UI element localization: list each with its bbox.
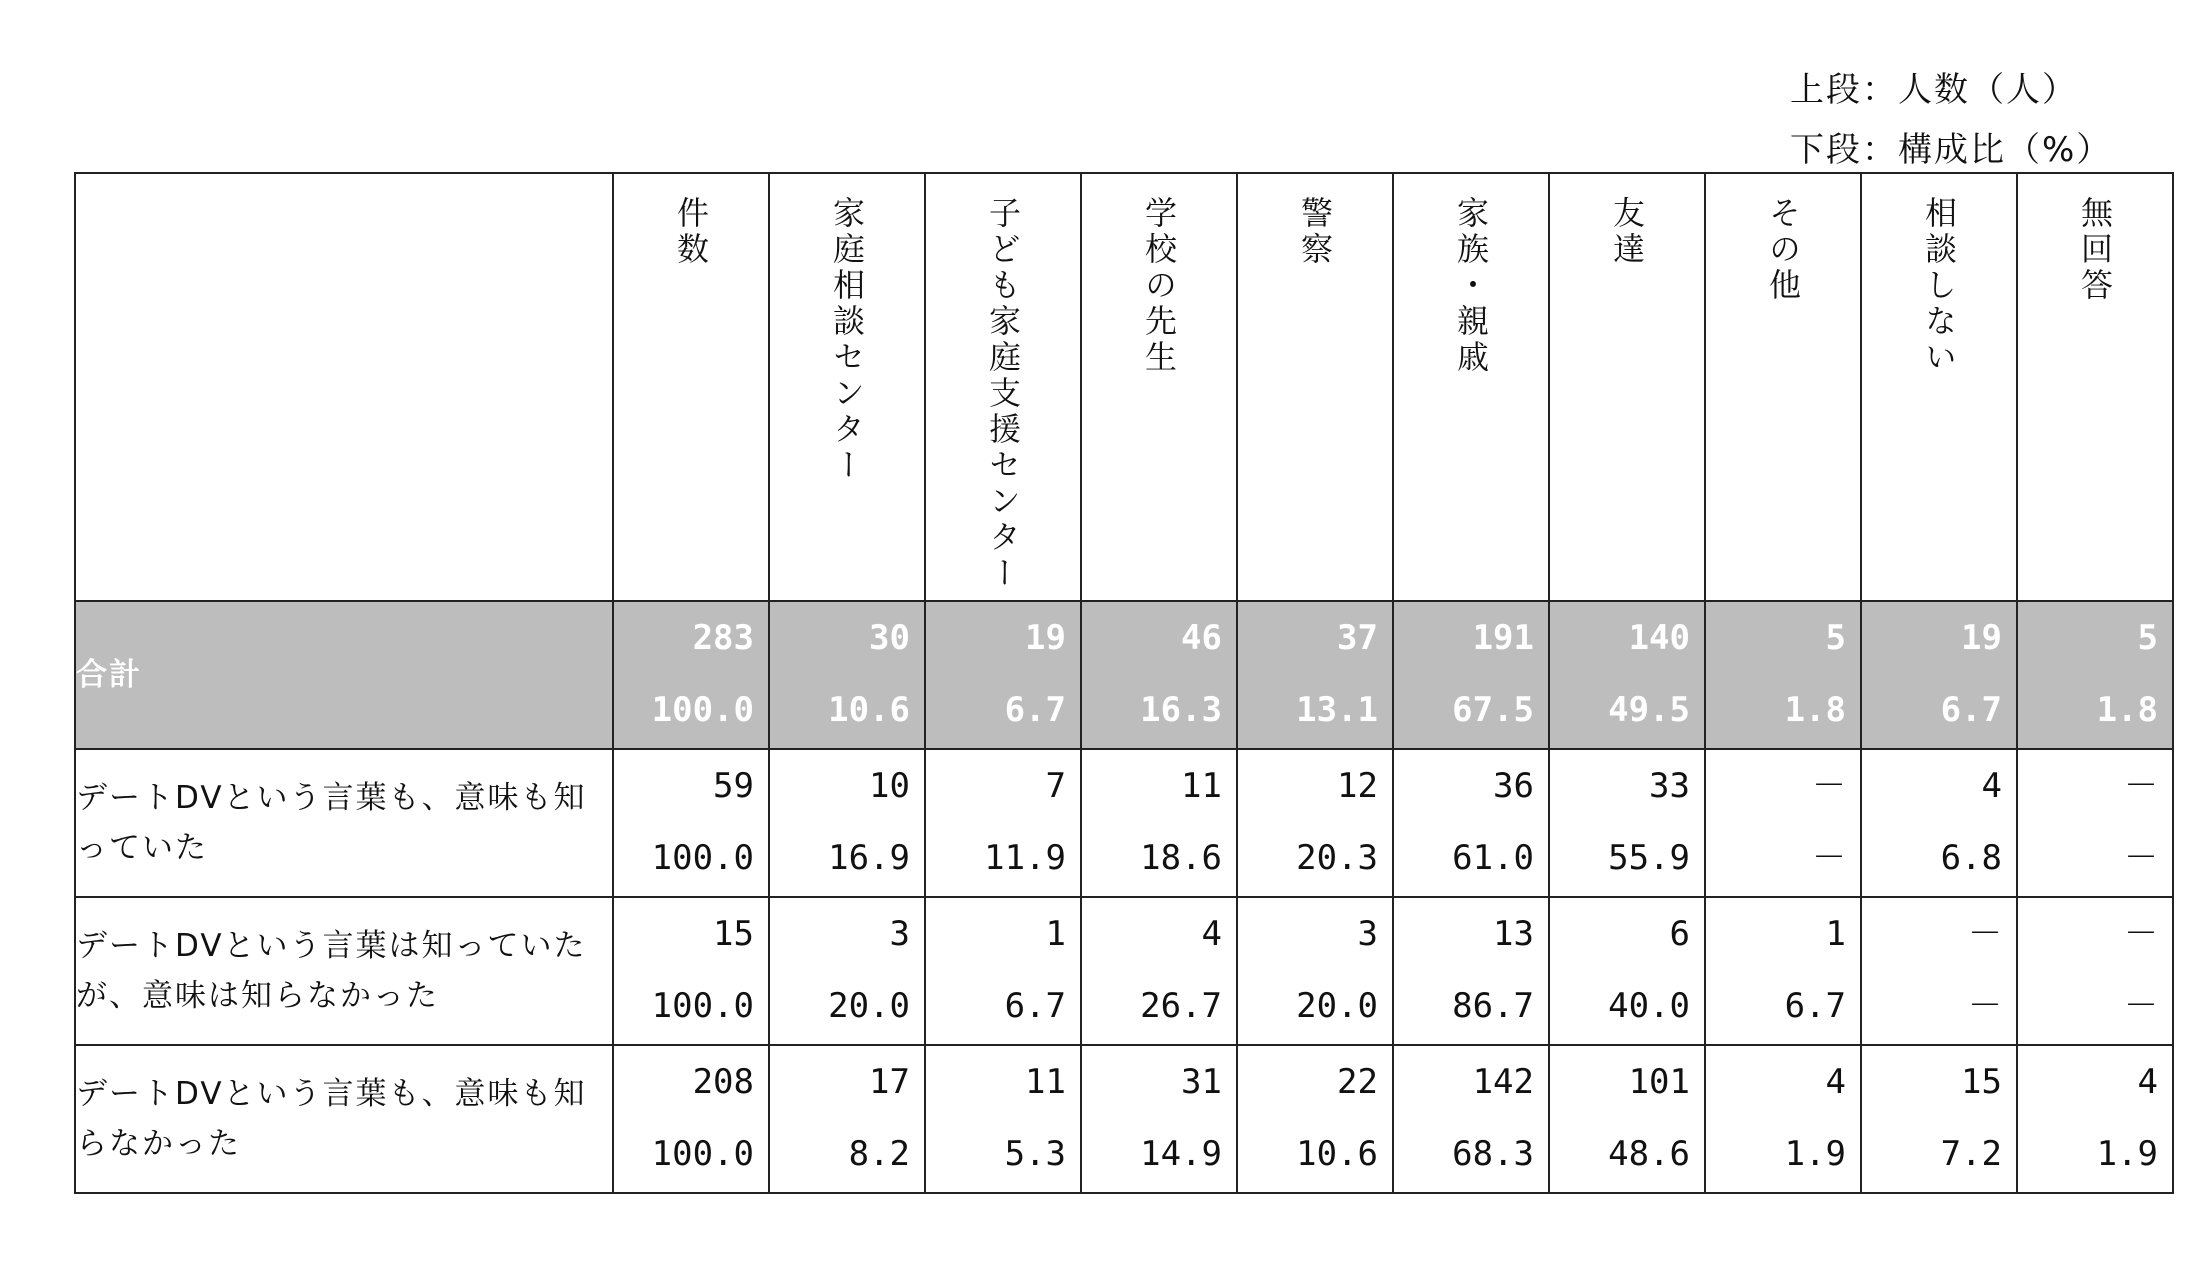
count-value: 191 [1472, 618, 1534, 658]
count-value: 7 [1045, 766, 1066, 806]
count-value: 11 [1181, 766, 1222, 806]
value-cell [613, 1045, 769, 1193]
percent-value: 40.0 [1608, 986, 1690, 1026]
percent-value: 1.8 [1784, 690, 1846, 730]
count-value: 142 [1472, 1062, 1534, 1102]
percent-value: 20.0 [1296, 986, 1378, 1026]
count-value: 283 [692, 618, 754, 658]
value-cell [925, 897, 1081, 1045]
value-cell [769, 1045, 925, 1193]
col-header-label: その他 [1764, 196, 1802, 304]
count-value: 4 [2137, 1062, 2158, 1102]
row-label: デートDVという言葉も、意味も知っていた [75, 749, 613, 897]
col-header-label: 家族・親戚 [1452, 196, 1490, 376]
percent-value: 1.8 [2096, 690, 2158, 730]
value-cell [1237, 749, 1393, 897]
count-value: 4 [1981, 766, 2002, 806]
col-header [2017, 173, 2173, 601]
value-cell [1081, 601, 1237, 749]
col-header [1393, 173, 1549, 601]
percent-value: 55.9 [1608, 838, 1690, 878]
percent-value: 20.3 [1296, 838, 1378, 878]
count-value: 101 [1628, 1062, 1690, 1102]
value-cell [1705, 897, 1861, 1045]
count-value: 59 [713, 766, 754, 806]
value-cell [1081, 749, 1237, 897]
count-value: 5 [1825, 618, 1846, 658]
value-cell [613, 601, 769, 749]
count-value: 13 [1493, 914, 1534, 954]
percent-value: 11.9 [984, 838, 1066, 878]
count-value: 19 [1961, 618, 2002, 658]
count-value: 1 [1045, 914, 1066, 954]
value-cell [2017, 1045, 2173, 1193]
value-cell [925, 1045, 1081, 1193]
total-row [75, 601, 2173, 749]
percent-value: 16.9 [828, 838, 910, 878]
count-value: 15 [713, 914, 754, 954]
count-value: 3 [889, 914, 910, 954]
corner-cell [75, 173, 613, 601]
count-value: － [1968, 914, 2002, 954]
value-cell [1393, 897, 1549, 1045]
percent-value: 61.0 [1452, 838, 1534, 878]
row-label: デートDVという言葉は知っていたが、意味は知らなかった [75, 897, 613, 1045]
percent-value: － [1812, 838, 1846, 878]
table-row [75, 897, 2173, 1045]
percent-value: 48.6 [1608, 1134, 1690, 1174]
value-cell [1393, 601, 1549, 749]
value-cell [613, 897, 769, 1045]
count-value: 10 [869, 766, 910, 806]
col-header-label: 家庭相談センター [828, 196, 866, 484]
count-value: 1 [1825, 914, 1846, 954]
value-cell [1861, 1045, 2017, 1193]
col-header-label: 相談しない [1920, 196, 1958, 376]
col-header [1861, 173, 2017, 601]
count-value: 31 [1181, 1062, 1222, 1102]
value-cell [1081, 1045, 1237, 1193]
value-cell [1549, 1045, 1705, 1193]
value-cell [769, 897, 925, 1045]
percent-value: 86.7 [1452, 986, 1534, 1026]
percent-value: 6.7 [1004, 986, 1066, 1026]
percent-value: － [2124, 838, 2158, 878]
col-header [1081, 173, 1237, 601]
value-cell [1237, 601, 1393, 749]
table-row [75, 749, 2173, 897]
value-cell [1393, 1045, 1549, 1193]
count-value: － [2124, 766, 2158, 806]
col-header-label: 子ども家庭支援センター [984, 196, 1022, 592]
count-value: 30 [869, 618, 910, 658]
count-value: － [2124, 914, 2158, 954]
value-cell [1705, 601, 1861, 749]
count-value: 46 [1181, 618, 1222, 658]
percent-value: 10.6 [1296, 1134, 1378, 1174]
value-cell [613, 749, 769, 897]
value-cell [1393, 749, 1549, 897]
value-cell [1237, 897, 1393, 1045]
count-value: 17 [869, 1062, 910, 1102]
header-row [75, 173, 2173, 601]
value-cell [1861, 749, 2017, 897]
col-header [1237, 173, 1393, 601]
col-header-label: 件数 [672, 196, 710, 268]
percent-value: 6.7 [1940, 690, 2002, 730]
percent-value: － [2124, 986, 2158, 1026]
value-cell [925, 749, 1081, 897]
percent-value: 49.5 [1608, 690, 1690, 730]
value-cell [2017, 897, 2173, 1045]
value-cell [1705, 1045, 1861, 1193]
value-cell [2017, 601, 2173, 749]
percent-value: 13.1 [1296, 690, 1378, 730]
value-cell [1237, 1045, 1393, 1193]
count-value: 4 [1201, 914, 1222, 954]
percent-value: 68.3 [1452, 1134, 1534, 1174]
count-value: 5 [2137, 618, 2158, 658]
count-value: 15 [1961, 1062, 2002, 1102]
count-value: 19 [1025, 618, 1066, 658]
value-cell [925, 601, 1081, 749]
percent-value: 100.0 [651, 986, 754, 1026]
table-row [75, 1045, 2173, 1193]
count-value: － [1812, 766, 1846, 806]
legend-bottom: 下段：構成比（%） [1790, 130, 2113, 170]
col-header [1705, 173, 1861, 601]
count-value: 33 [1649, 766, 1690, 806]
percent-value: 67.5 [1452, 690, 1534, 730]
value-cell [1081, 897, 1237, 1045]
col-header-label: 警察 [1296, 196, 1334, 268]
count-value: 4 [1825, 1062, 1846, 1102]
percent-value: 16.3 [1140, 690, 1222, 730]
legend-top: 上段：人数（人） [1790, 70, 2078, 110]
percent-value: 26.7 [1140, 986, 1222, 1026]
value-cell [2017, 749, 2173, 897]
percent-value: 10.6 [828, 690, 910, 730]
count-value: 37 [1337, 618, 1378, 658]
count-value: 3 [1357, 914, 1378, 954]
percent-value: 6.7 [1004, 690, 1066, 730]
count-value: 140 [1628, 618, 1690, 658]
value-cell [1549, 749, 1705, 897]
percent-value: 14.9 [1140, 1134, 1222, 1174]
percent-value: 5.3 [1004, 1134, 1066, 1174]
col-header [613, 173, 769, 601]
count-value: 208 [692, 1062, 754, 1102]
value-cell [769, 749, 925, 897]
count-value: 6 [1669, 914, 1690, 954]
percent-value: 8.2 [848, 1134, 910, 1174]
row-label: 合計 [75, 601, 613, 749]
count-value: 11 [1025, 1062, 1066, 1102]
data-table [74, 172, 2174, 1194]
value-cell [1705, 749, 1861, 897]
value-cell [1861, 601, 2017, 749]
percent-value: 100.0 [651, 1134, 754, 1174]
percent-value: 100.0 [651, 838, 754, 878]
percent-value: － [1968, 986, 2002, 1026]
percent-value: 1.9 [1784, 1134, 1846, 1174]
col-header-label: 学校の先生 [1140, 196, 1178, 376]
percent-value: 7.2 [1940, 1134, 2002, 1174]
count-value: 22 [1337, 1062, 1378, 1102]
col-header [1549, 173, 1705, 601]
percent-value: 20.0 [828, 986, 910, 1026]
col-header-label: 無回答 [2076, 196, 2114, 304]
value-cell [1549, 897, 1705, 1045]
percent-value: 6.8 [1940, 838, 2002, 878]
value-cell [1861, 897, 2017, 1045]
percent-value: 1.9 [2096, 1134, 2158, 1174]
value-cell [769, 601, 925, 749]
col-header [769, 173, 925, 601]
row-label: デートDVという言葉も、意味も知らなかった [75, 1045, 613, 1193]
percent-value: 6.7 [1784, 986, 1846, 1026]
count-value: 12 [1337, 766, 1378, 806]
value-cell [1549, 601, 1705, 749]
percent-value: 18.6 [1140, 838, 1222, 878]
percent-value: 100.0 [651, 690, 754, 730]
col-header-label: 友達 [1608, 196, 1646, 268]
count-value: 36 [1493, 766, 1534, 806]
col-header [925, 173, 1081, 601]
